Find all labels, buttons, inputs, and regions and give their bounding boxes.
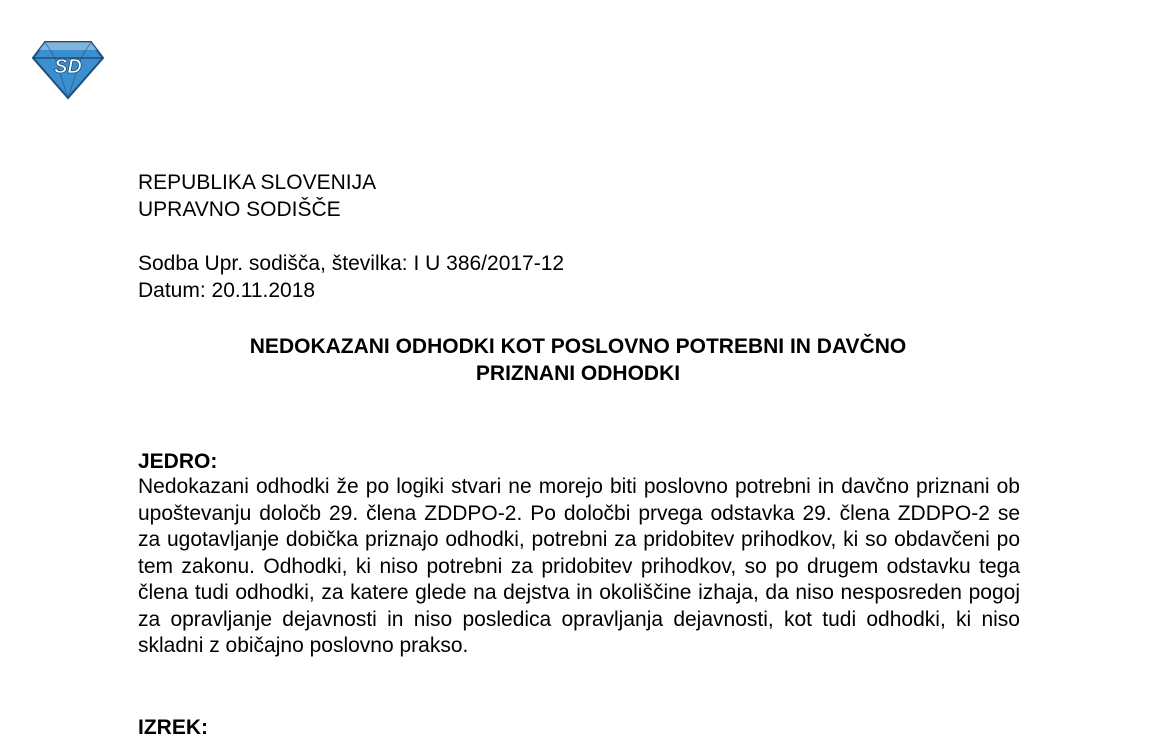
core-heading: JEDRO: xyxy=(138,450,218,473)
country-name: REPUBLIKA SLOVENIJA xyxy=(138,171,377,194)
case-date: Datum: 20.11.2018 xyxy=(138,279,316,302)
diamond-sd-logo-icon xyxy=(31,40,105,100)
document-title-line-2: PRIZNANI ODHODKI xyxy=(475,362,681,385)
court-name: UPRAVNO SODIŠČE xyxy=(138,198,341,221)
court-logo xyxy=(31,40,105,100)
document-title-line-1: NEDOKAZANI ODHODKI KOT POSLOVNO POTREBNI IN DAVČNO xyxy=(249,335,907,358)
case-reference: Sodba Upr. sodišča, številka: I U 386/2017-12 xyxy=(138,252,565,275)
svg-text:SD: SD xyxy=(54,56,82,78)
ruling-heading: IZREK: xyxy=(138,716,208,739)
core-paragraph: Nedokazani odhodki že po logiki stvari ne morejo biti poslovno potrebni in davčno priznani ob upoštevanju določb 29. člena ZDDPO-2. Po določbi prvega odstavka 29. člena ZDDPO-2 se za ugotavljanje dobička priznajo odhodki, potrebni za pridobitev prihodkov, ki so obdavčeni po tem zakonu. Odhodki, ki niso potrebni za pridobitev prihodkov, so po drugem odstavku tega člena tudi odhodki, za katere glede na dejstva in okoliščine izhaja, da niso nesposreden pogoj za opravljanje dejavnosti in niso posledica opravljanja dejavnosti, kot tudi odhodki, ki niso skladni z običajno poslovno prakso. xyxy=(138,475,1020,657)
